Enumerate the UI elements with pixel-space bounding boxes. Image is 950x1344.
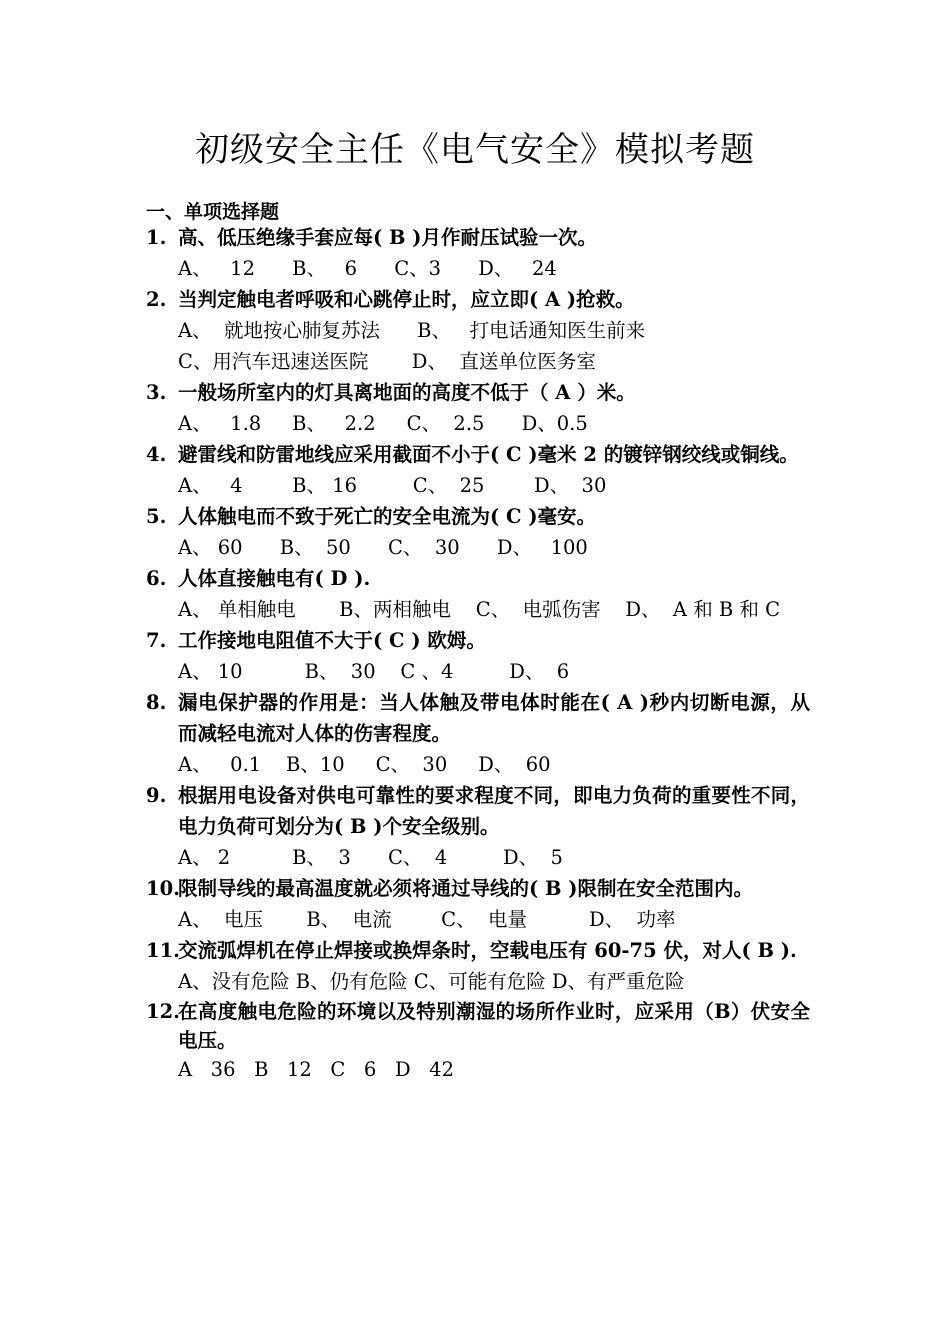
question-text: 人体触电而不致于死亡的安全电流为( C )毫安。 [178,505,597,528]
question-options: A、 0.1 B、10 C、 30 D、 60 [178,753,551,776]
question-text: 一般场所室内的灯具离地面的高度不低于（ A ）米。 [178,381,636,404]
question-item [146,284,810,377]
question-text: 避雷线和防雷地线应采用截面不小于( C )毫米 2 的镀锌钢绞线或铜线。 [178,443,799,466]
page-title: 初级安全主任《电气安全》模拟考题 [195,130,755,170]
question-options: A、 单相触电 B、两相触电 C、 电弧伤害 D、 A 和 B 和 C [178,598,781,621]
question-options: A 36 B 12 C 6 D 42 [178,1058,454,1081]
question-item [146,563,810,625]
question-number: 5. [146,505,167,528]
question-options: A、 电压 B、 电流 C、 电量 D、 功率 [178,908,676,931]
question-item [146,780,810,873]
question-number: 3. [146,381,167,404]
question-options: A、没有危险 B、仍有危险 C、可能有危险 D、有严重危险 [178,970,685,993]
question-item [146,222,810,284]
question-text: 当判定触电者呼吸和心跳停止时，应立即( A )抢救。 [178,288,635,311]
question-options: A、 2 B、 3 C、 4 D、 5 [178,846,563,869]
question-options: A、 12 B、 6 C、3 D、 24 [178,257,557,280]
question-options: A、 就地按心肺复苏法 B、 打电话通知医生前来 [178,319,646,342]
question-item [146,687,810,780]
question-number: 12. [146,1000,180,1023]
question-number: 8. [146,691,167,714]
question-text: 交流弧焊机在停止焊接或换焊条时，空载电压有 60-75 伏，对人( B ). [178,939,797,962]
question-text: 工作接地电阻值不大于( C ) 欧姆。 [178,629,486,652]
question-options: A、 1.8 B、 2.2 C、 2.5 D、0.5 [178,412,588,435]
question-number: 11. [146,939,180,962]
question-item [146,501,810,563]
question-number: 7. [146,629,167,652]
question-item [146,873,810,935]
question-text: 根据用电设备对供电可靠性的要求程度不同，即电力负荷的重要性不同，电力负荷可划分为( B )个安全级别。 [178,784,810,838]
question-options: A、 4 B、 16 C、 25 D、 30 [178,474,607,497]
question-text: 漏电保护器的作用是：当人体触及带电体时能在( A )秒内切断电源，从而减轻电流对人体的伤害程度。 [178,691,810,745]
question-number: 6. [146,567,167,590]
question-item [146,625,810,687]
question-text: 高、低压绝缘手套应每( B )月作耐压试验一次。 [178,226,598,249]
question-item [146,997,810,1085]
question-item [146,439,810,501]
question-number: 1. [146,226,167,249]
question-number: 9. [146,784,167,807]
question-options: C、用汽车迅速送医院 D、 直送单位医务室 [178,350,596,373]
question-number: 4. [146,443,167,466]
question-options: A、 10 B、 30 C 、4 D、 6 [178,660,570,683]
question-item [146,377,810,439]
question-list [146,222,810,1085]
question-text: 在高度触电危险的环境以及特别潮湿的场所作业时，应采用（B）伏安全电压。 [178,1000,810,1052]
question-item [146,935,810,997]
question-number: 2. [146,288,167,311]
question-options: A、 60 B、 50 C、 30 D、 100 [178,536,588,559]
question-text: 限制导线的最高温度就必须将通过导线的( B )限制在安全范围内。 [178,877,754,900]
section-heading: 一、单项选择题 [146,201,280,223]
question-text: 人体直接触电有( D ). [178,567,371,590]
question-number: 10. [146,877,180,900]
